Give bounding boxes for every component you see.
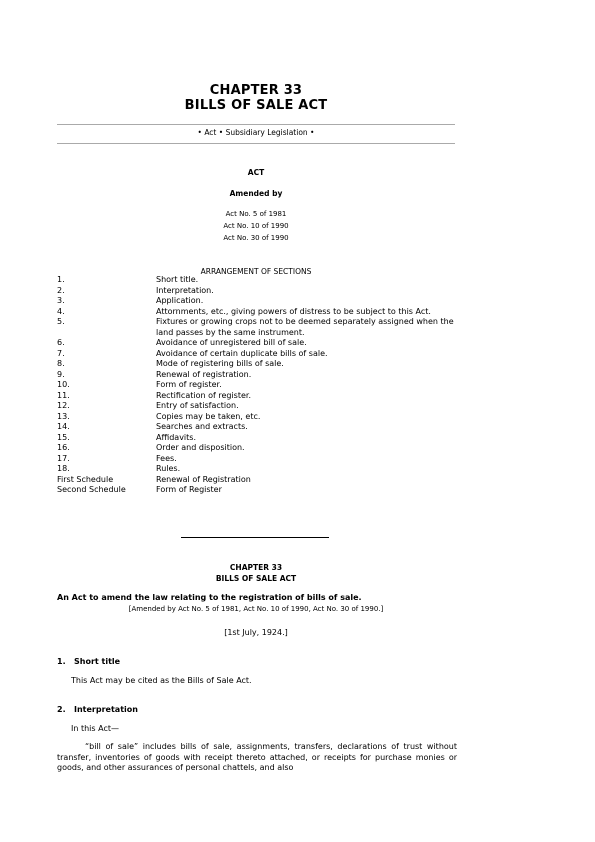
- arrangement-row: [57, 370, 457, 381]
- section-number: 2.: [57, 285, 65, 295]
- section-number: 14.: [57, 422, 70, 431]
- body-title: BILLS OF SALE ACT: [215, 574, 297, 583]
- bottom-divider: [57, 143, 455, 144]
- section-number: 10.: [57, 380, 70, 389]
- section-number: 3.: [57, 296, 65, 305]
- section-number: 5.: [57, 317, 65, 326]
- arrangement-row: [57, 307, 457, 318]
- nav-prefix: •: [197, 128, 205, 137]
- section-2-intro: In this Act—: [71, 724, 119, 733]
- section-1-heading: [57, 657, 120, 666]
- nav-links: [57, 128, 455, 137]
- arrangement-row: [57, 443, 457, 454]
- section-separator: [181, 537, 329, 538]
- arrangement-heading: ARRANGEMENT OF SECTIONS: [200, 267, 312, 276]
- section-title-link[interactable]: Avoidance of unregistered bill of sale.: [156, 338, 307, 347]
- section-title-link[interactable]: Renewal of Registration: [156, 474, 251, 484]
- arrangement-row: [57, 349, 457, 360]
- section-title-link[interactable]: Affidavits.: [156, 432, 196, 442]
- section-title-link[interactable]: Short title.: [156, 275, 199, 284]
- section-title-link[interactable]: Rectification of register.: [156, 390, 251, 400]
- section-2-heading: [57, 705, 138, 714]
- section-number: 12.: [57, 401, 70, 410]
- arrangement-row: [57, 464, 457, 475]
- amendment-item: Act No. 5 of 1981: [225, 210, 287, 218]
- commencement-date: [1st July, 1924.]: [224, 628, 288, 637]
- section-number: 6.: [57, 338, 65, 347]
- arrangement-row: [57, 296, 457, 307]
- arrangement-row: [57, 286, 457, 297]
- page-title: BILLS OF SALE ACT: [184, 98, 328, 113]
- section-number: 8.: [57, 359, 65, 368]
- section-number: 18.: [57, 464, 70, 473]
- arrangement-row: [57, 317, 457, 338]
- section-number: 4.: [57, 306, 65, 316]
- section-title-link[interactable]: Fees.: [156, 453, 177, 463]
- section-number: Second Schedule: [57, 485, 126, 494]
- section-number: 11.: [57, 390, 70, 400]
- amendment-note: [Amended by Act No. 5 of 1981, Act No. 10 of 1990, Act No. 30 of 1990.]: [128, 605, 384, 613]
- section-title-link[interactable]: Order and disposition.: [156, 443, 245, 452]
- nav-suffix: •: [307, 128, 315, 137]
- arrangement-row: [57, 433, 457, 444]
- section-number: 13.: [57, 411, 70, 421]
- arrangement-row: [57, 391, 457, 402]
- arrangement-row: [57, 338, 457, 349]
- section-number: 1.: [57, 275, 65, 284]
- section-title-link[interactable]: Form of Register: [156, 485, 222, 494]
- act-heading: ACT: [247, 168, 265, 177]
- arrangement-row: [57, 422, 457, 433]
- section-title-link[interactable]: Entry of satisfaction.: [156, 401, 239, 410]
- top-divider: [57, 124, 455, 125]
- section-title-link[interactable]: Application.: [156, 296, 204, 305]
- long-title: An Act to amend the law relating to the registration of bills of sale.: [57, 593, 362, 602]
- arrangement-row: [57, 401, 457, 412]
- act-link[interactable]: Act: [204, 128, 217, 137]
- arrangement-table: [57, 275, 457, 496]
- arrangement-row: [57, 380, 457, 391]
- section-title-link[interactable]: Form of register.: [156, 380, 222, 389]
- section-title-link[interactable]: Renewal of registration.: [156, 369, 252, 379]
- section-title-link[interactable]: Interpretation.: [156, 285, 214, 295]
- arrangement-row: [57, 275, 457, 286]
- section-title-link[interactable]: Fixtures or growing crops not to be deemed separately assigned when the land passes by the same instrument.: [156, 317, 454, 337]
- section-number: 17.: [57, 453, 70, 463]
- arrangement-row: [57, 412, 457, 423]
- amended-by-heading: Amended by: [229, 189, 283, 198]
- arrangement-row: [57, 475, 457, 486]
- section-title-link[interactable]: Copies may be taken, etc.: [156, 411, 261, 421]
- arrangement-row: [57, 485, 457, 496]
- amendment-item: Act No. 10 of 1990: [223, 222, 289, 230]
- section-title: Interpretation: [74, 705, 138, 714]
- section-title-link[interactable]: Searches and extracts.: [156, 422, 248, 431]
- section-title-link[interactable]: Rules.: [156, 464, 181, 473]
- section-number: 7.: [57, 348, 65, 358]
- section-title: Short title: [74, 657, 121, 666]
- section-title-link[interactable]: Attornments, etc., giving powers of distress to be subject to this Act.: [156, 306, 431, 316]
- section-title-link[interactable]: Mode of registering bills of sale.: [156, 359, 284, 368]
- arrangement-row: [57, 359, 457, 370]
- section-number: 9.: [57, 369, 65, 379]
- subsidiary-legislation-link[interactable]: Subsidiary Legislation: [225, 128, 308, 137]
- amendment-item: Act No. 30 of 1990: [223, 234, 289, 242]
- section-number: 16.: [57, 443, 70, 452]
- chapter-heading: CHAPTER 33: [209, 83, 303, 98]
- nav-separator: •: [216, 128, 226, 137]
- arrangement-row: [57, 454, 457, 465]
- body-chapter: CHAPTER 33: [229, 563, 283, 572]
- section-number: First Schedule: [57, 474, 114, 484]
- section-2-definition: “bill of sale” includes bills of sale, assignments, transfers, declarations of trust without transfer, inventories of goods with receipt thereto attached, or receipts for purchase monies or goods, and other assurances of personal chattels, and also: [57, 742, 457, 772]
- section-title-link[interactable]: Avoidance of certain duplicate bills of sale.: [156, 348, 328, 358]
- section-number: 15.: [57, 432, 70, 442]
- section-number: 2.: [57, 705, 66, 714]
- section-number: 1.: [57, 657, 66, 666]
- section-1-text: This Act may be cited as the Bills of Sale Act.: [71, 676, 252, 685]
